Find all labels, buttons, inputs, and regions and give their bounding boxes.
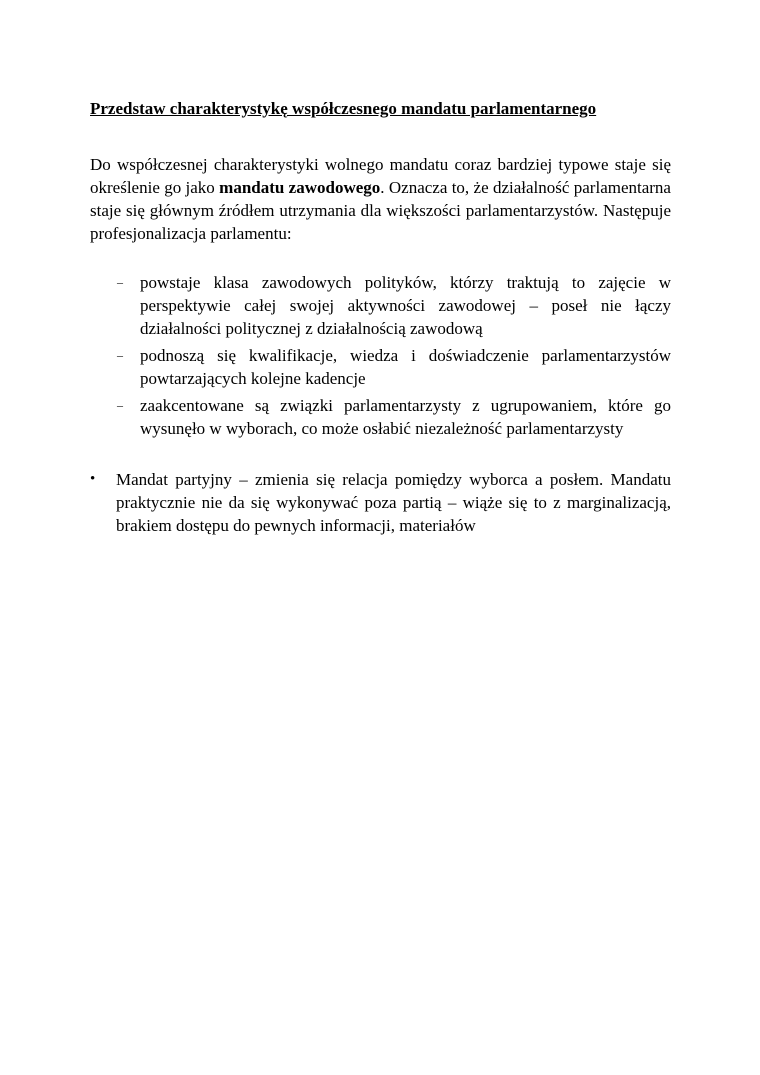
dash-list-item [90, 271, 671, 340]
intro-text-start: Do współczesnej charakterystyki wolnego mandatu coraz bardziej typowe staje się określenie go jako [90, 155, 671, 197]
dash-list [90, 271, 671, 444]
bullet-list-item [90, 468, 671, 537]
dash-item-text: zaakcentowane są związki parlamentarzysty z ugrupowaniem, które go wysunęło w wyborach, co może osłabić niezależność parlamentarzysty [140, 396, 671, 438]
dash-list-item [90, 344, 671, 390]
dash-item-text: powstaje klasa zawodowych polityków, którzy traktują to zajęcie w perspektywie całej swojej aktywności zawodowej – poseł nie łączy działalności politycznej z działalnością zawodową [140, 273, 671, 338]
dash-marker-icon: – [117, 398, 123, 412]
document-title: Przedstaw charakterystykę współczesnego mandatu parlamentarnego [90, 99, 597, 118]
dash-item-text: podnoszą się kwalifikacje, wiedza i doświadczenie parlamentarzystów powtarzających kolejne kadencje [140, 346, 671, 388]
dash-marker-icon: – [117, 348, 123, 362]
bullet-icon: • [90, 471, 96, 487]
dash-marker-icon: – [117, 275, 123, 289]
bullet-item-text: Mandat partyjny – zmienia się relacja pomiędzy wyborca a posłem. Mandatu praktycznie nie da się wykonywać poza partią – wiąże się to z marginalizacją, brakiem dostępu do pewnych informacji, materiałów [116, 470, 671, 535]
intro-text-end: . Oznacza to, że działalność parlamentarna staje się głównym źródłem utrzymania dla większości parlamentarzystów. Następuje profesjonalizacja parlamentu: [90, 178, 671, 243]
dash-list-item [90, 394, 671, 440]
intro-bold-term: mandatu zawodowego [219, 178, 381, 197]
intro-paragraph [90, 153, 671, 245]
